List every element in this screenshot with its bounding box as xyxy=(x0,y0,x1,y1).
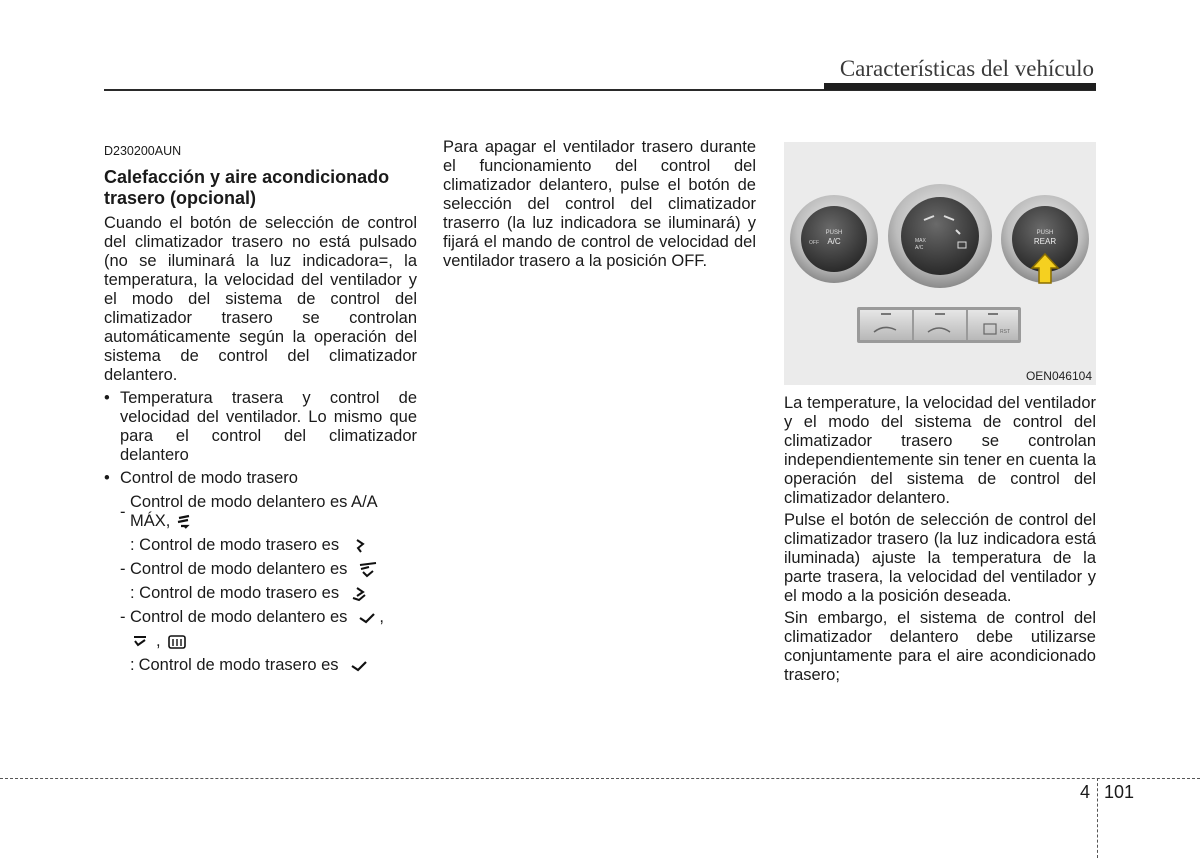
section-code: D230200AUN xyxy=(104,144,182,158)
bullet-marker: • xyxy=(104,469,110,487)
middle-column xyxy=(443,138,756,271)
intro-paragraph: Cuando el botón de selección de control del climatizador trasero no está pulsado (no se iluminará la luz indicadora=, la temperatura, la velocidad del ventilador y el modo del sistema de control del climatizador trasero se controlan automáticamente según la operación del sistema de control del climatizador delantero. xyxy=(104,214,417,384)
page-number: 101 xyxy=(1104,782,1135,802)
knob-left-ac-label: A/C xyxy=(827,237,841,246)
rear-fan-off-paragraph: Para apagar el ventilador trasero durante el funcionamiento del control del climatizador delantero, pulse el botón de selección del control del climatizador traserro (la luz indicadora se iluminará) y fijará el mando de control de velocidad del ventilador trasero a la posición OFF. xyxy=(443,138,756,270)
floor-rear-mode-icon xyxy=(349,658,371,674)
knob-right-rear-label: REAR xyxy=(1033,237,1057,246)
right-paragraph-3: Sin embargo, el sistema de control del climatizador delantero debe utilizarse conjuntamente para el aire acondicionado trasero; xyxy=(784,609,1096,684)
bi-level-mode-icon xyxy=(357,562,379,578)
climate-control-figure xyxy=(784,142,1096,385)
bullet-item xyxy=(104,469,417,488)
knob-right-push-label: PUSH xyxy=(1036,230,1054,236)
floor-mode-icon xyxy=(357,610,379,626)
mode-line-1-front xyxy=(120,493,417,531)
mode-2-rear-text: : Control de modo trasero es xyxy=(130,584,340,602)
right-paragraph-2: Pulse el botón de selección de control del climatizador trasero (la luz indicadora está iluminada) ajuste la temperatura de la parte trasera, la velocidad del ventilador y el modo a la posición deseada. xyxy=(784,511,1096,605)
mode-line-1-rear xyxy=(130,536,417,555)
figure-caption: OEN046104 xyxy=(1025,369,1092,383)
mode-line-2-rear xyxy=(130,584,417,603)
footer-rule xyxy=(0,778,1200,779)
bullet-item xyxy=(104,389,417,465)
mode-3-rear-text: Control de modo trasero es xyxy=(138,656,339,674)
mode-line-3-rear xyxy=(130,656,417,675)
section-heading: Calefacción y aire acondicionado trasero (opcional) xyxy=(104,167,390,208)
knob-left-push-label: PUSH xyxy=(825,230,843,236)
mode-3-front-text: Control de modo delantero es xyxy=(130,608,348,626)
knob-center-max-label: MAX xyxy=(915,238,926,244)
max-ac-mode-icon xyxy=(175,514,195,530)
right-column xyxy=(784,394,1096,685)
comma: , xyxy=(156,632,161,650)
comma: , xyxy=(379,608,384,626)
mode-knob xyxy=(901,197,979,275)
face-mode-icon xyxy=(349,538,371,554)
page-header-title: Características del vehículo xyxy=(839,56,1094,81)
header-rule-accent xyxy=(824,83,1096,90)
bullet-text-temperature: Temperatura trasera y control de velocidad del ventilador. Lo mismo que para el control del climatizador delantero xyxy=(120,389,417,464)
bi-level-rear-mode-icon xyxy=(349,586,371,602)
floor-defrost-mode-icon xyxy=(130,634,150,650)
rst-label: RST xyxy=(1000,329,1010,335)
climate-panel-illustration xyxy=(784,142,1096,385)
dash: - xyxy=(120,560,126,578)
right-paragraph-1: La temperature, la velocidad del ventilador y el modo del sistema de control del climatizador trasero se controlan independientemente sin tener en cuenta la operación del sistema de control del climatizador delantero. xyxy=(784,394,1096,507)
bullet-marker: • xyxy=(104,389,110,407)
knob-center-ac-label: A/C xyxy=(915,245,924,251)
mode-line-3-front xyxy=(120,608,417,627)
footer-divider xyxy=(1097,778,1098,858)
defrost-icon xyxy=(167,634,187,650)
dash: - xyxy=(120,502,126,521)
mode-2-front-text: Control de modo delantero es xyxy=(130,560,348,578)
mode-line-2-front xyxy=(120,560,417,579)
mode-1-rear-text: : Control de modo trasero es xyxy=(130,536,340,554)
mode-line-3-icons xyxy=(130,632,417,651)
chapter-number: 4 xyxy=(1080,782,1091,802)
bullet-text-mode: Control de modo trasero xyxy=(120,469,298,487)
colon: : xyxy=(130,656,135,674)
mode-1-front-text: Control de modo delantero es A/A MÁX, xyxy=(130,493,377,530)
left-column xyxy=(104,142,417,675)
dash: - xyxy=(120,608,126,626)
knob-left-off-label: OFF xyxy=(809,240,819,246)
